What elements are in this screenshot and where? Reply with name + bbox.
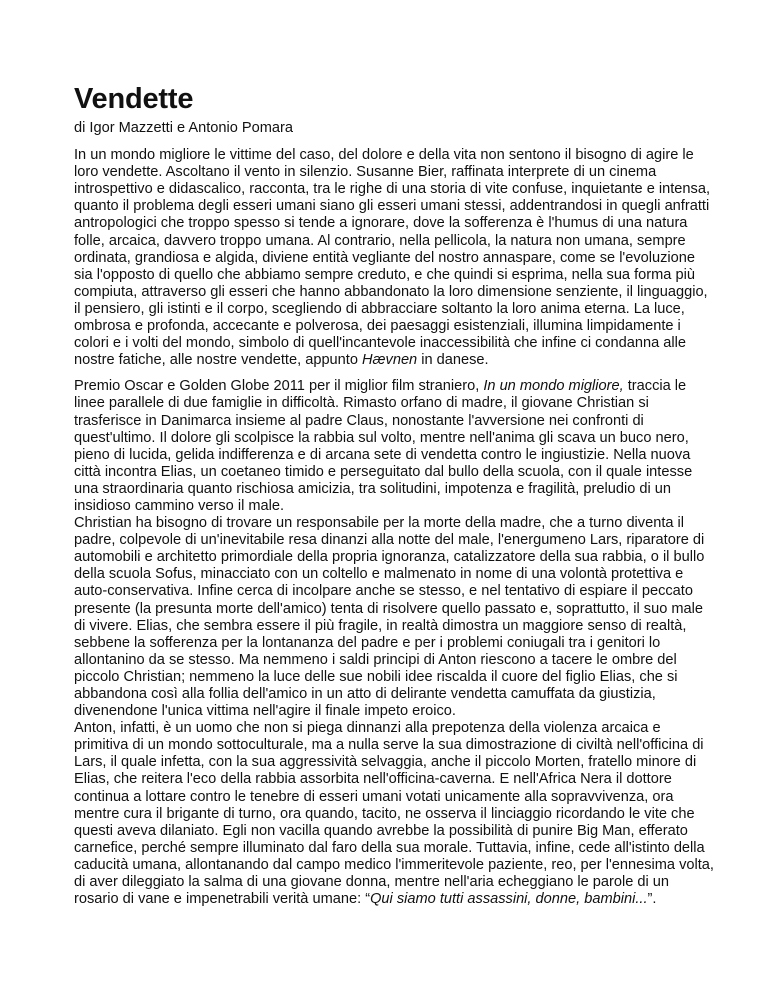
italic-quote: Qui siamo tutti assassini, donne, bambini... [370, 891, 648, 908]
paragraph-text: In un mondo migliore le vittime del caso, del dolore e della vita non sentono il bisogno di agire le loro vendette. Ascoltano il vento in silenzio. Susanne Bier, raffinata interprete di un cinema introspettivo e didascalico, racconta, tra le righe di una storia di vite confuse, inquietante e intensa, quanto il problema degli esseri umani siano gli esseri umani stessi, addentrandosi in quegli anfratti antropologici che troppo spesso si tende a ignorare, dove la sofferenza è l'humus di una natura folle, arcaica, davvero troppo umana. Al contrario, nella pellicola, la natura non umana, sempre ordinata, grandiosa e algida, diviene entità vegliante del nostro annaspare, come se l'evoluzione sia l'opposto di quello che abbiamo sempre creduto, e che quindi si esprima, nella sua forma più compiuta, attraverso gli esseri che hanno abbandonato la loro dimensione senziente, il linguaggio, il pensiero, gli istinti e il corpo, scegliendo di abbracciare soltanto la loro anima eterna. La luce, ombrosa e profonda, accecante e polverosa, dei paesaggi esistenziali, illumina limpidamente i colori e i volti del mondo, simbolo di quell'incantevole inaccessibilità che infine ci condanna alle nostre fatiche, alle nostre vendette, appunto [74, 147, 711, 369]
paragraph-3 [74, 515, 714, 720]
document-title: Vendette [74, 83, 194, 115]
paragraph-text: traccia le linee parallele di due famiglie in difficoltà. Rimasto orfano di madre, il giovane Christian si trasferisce in Danimarca insieme al padre Claus, nonostante l'avversione nei confronti di quest'ultimo. Il dolore gli scolpisce la rabbia sul volto, mentre nell'anima gli scava un buco nero, pieno di lucida, gelida indifferenza e di arcana sete di vendetta contro le ingiustizie. Nella nuova città incontra Elias, un coetaneo timido e perseguitato dal bullo della scuola, con il quale intesse una straordinaria quanto rischiosa amicizia, tra solitudini, impotenza e fragilità, preludio di un insidioso cammino verso il male. [74, 378, 693, 514]
paragraph-text: Christian ha bisogno di trovare un responsabile per la morte della madre, che a turno diventa il padre, colpevole di un'inevitabile resa dinanzi alla notte del male, l'energumeno Lars, riparatore di automobili e architetto primordiale della propria ignoranza, catalizzatore della sua rabbia, o il bullo della scuola Sofus, minacciato con un coltello e malmenato in nome di una volontà protettiva e auto-conservativa. Infine cerca di incolpare anche se stesso, e nel tentativo di espiare il peccato presente (la presunta morte dell'amico) tenta di risolvere quello passato e, soprattutto, il suo male di vivere. Elias, che sembra essere il più fragile, in realtà dimostra un maggiore senso di realtà, sebbene la sofferenza per la lontananza del padre e per i problemi coniugali tra i genitori lo allontanino da se stesso. Ma nemmeno i saldi principi di Anton riescono a tacere le ombre del piccolo Christian; nemmeno la luce delle sue nobili idee riscalda il cuore del figlio Elias, che si abbandona così alla follia dell'amico in un atto di delirante vendetta camuffata da giustizia, divenendone l'unica vittima nell'agire il finale impeto eroico. [74, 515, 705, 720]
paragraph-2 [74, 378, 714, 515]
paragraph-text: Premio Oscar e Golden Globe 2011 per il miglior film straniero, [74, 378, 484, 395]
italic-title: In un mondo migliore, [483, 378, 624, 395]
paragraph-text: ”. [647, 891, 657, 908]
italic-title: Hævnen [362, 352, 418, 369]
paragraph-4 [74, 720, 714, 908]
document-page [74, 82, 714, 908]
paragraph-1 [74, 147, 714, 369]
paragraph-text: in danese. [417, 352, 489, 369]
paragraph-text: Anton, infatti, è un uomo che non si piega dinnanzi alla prepotenza della violenza arcaica e primitiva di un mondo sottoculturale, ma a nulla serve la sua dimostrazione di civiltà nell'officina di Lars, il quale infetta, con la sua aggressività selvaggia, anche il piccolo Morten, fratello minore di Elias, che reitera l'eco della rabbia assorbita nell'officina-caverna. E nell'Africa Nera il dottore continua a lottare contro le tenebre di esseri umani votati unicamente alla sopravvivenza, ora mentre cura il brigante di turno, ora quando, tacito, ne osserva il linciaggio ricordando le vite che questi aveva dilaniato. Egli non vacilla quando avrebbe la possibilità di punire Big Man, efferato carnefice, perché sempre illuminato dal faro della sua morale. Tuttavia, infine, cede all'istinto della caducità umana, allontanando dal campo medico l'immeritevole paziente, reo, per l'ennesima volta, di aver dileggiato la salma di una giovane donna, mentre nell'aria echeggiano le parole di un rosario di vane e impenetrabili verità umane: “ [74, 720, 714, 908]
byline: di Igor Mazzetti e Antonio Pomara [74, 120, 294, 136]
